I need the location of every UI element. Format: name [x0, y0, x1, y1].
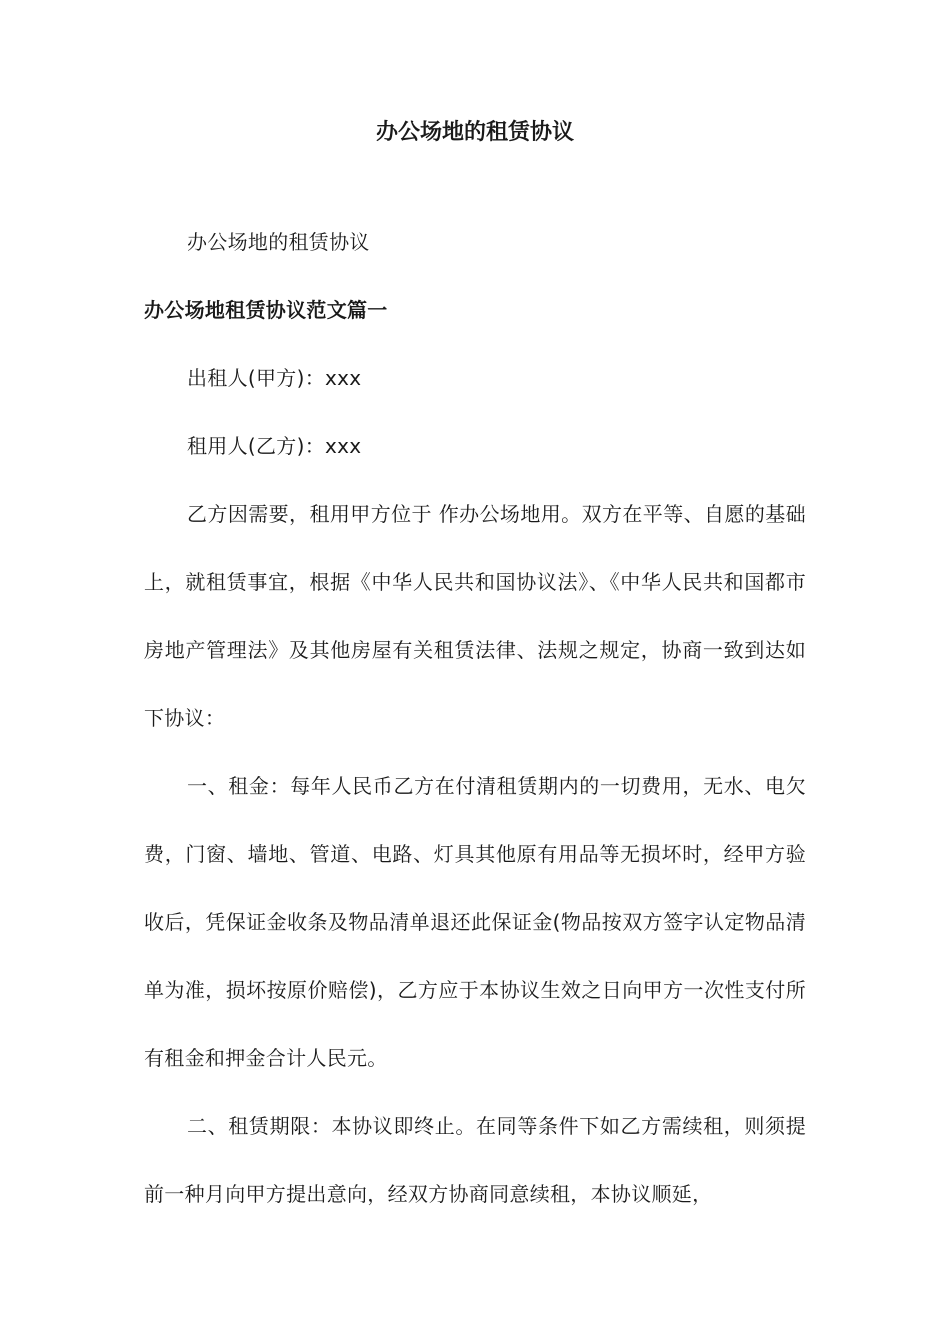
paragraph-clause-rent: 一、租金：每年人民币乙方在付清租赁期内的一切费用，无水、电欠费，门窗、墙地、管道、电路、灯具其他原有用品等无损坏时，经甲方验收后，凭保证金收条及物品清单退还此保证金(物品按双方签字认定物品清单为准，损坏按原价赔偿)，乙方应于本协议生效之日向甲方一次性支付所有租金和押金合计人民元。 [144, 774, 806, 1070]
document-title: 办公场地的租赁协议 [375, 120, 574, 145]
paragraph-lessor: 出租人(甲方)：xxx [187, 366, 362, 390]
paragraph-lessee: 租用人(乙方)：xxx [187, 434, 362, 458]
section-heading: 办公场地租赁协议范文篇一 [144, 298, 388, 322]
paragraph-clause-term: 二、租赁期限：本协议即终止。在同等条件下如乙方需续租，则须提前一种月向甲方提出意向，经双方协商同意续租，本协议顺延， [144, 1114, 806, 1206]
paragraph-preamble: 乙方因需要，租用甲方位于 作办公场地用。双方在平等、自愿的基础上，就租赁事宜，根据《中华人民共和国协议法》、《中华人民共和国都市房地产管理法》及其他房屋有关租赁法律、法规之规定，协商一致到达如下协议： [144, 502, 806, 730]
document-body [144, 208, 806, 1228]
paragraph-subtitle: 办公场地的租赁协议 [187, 230, 370, 254]
